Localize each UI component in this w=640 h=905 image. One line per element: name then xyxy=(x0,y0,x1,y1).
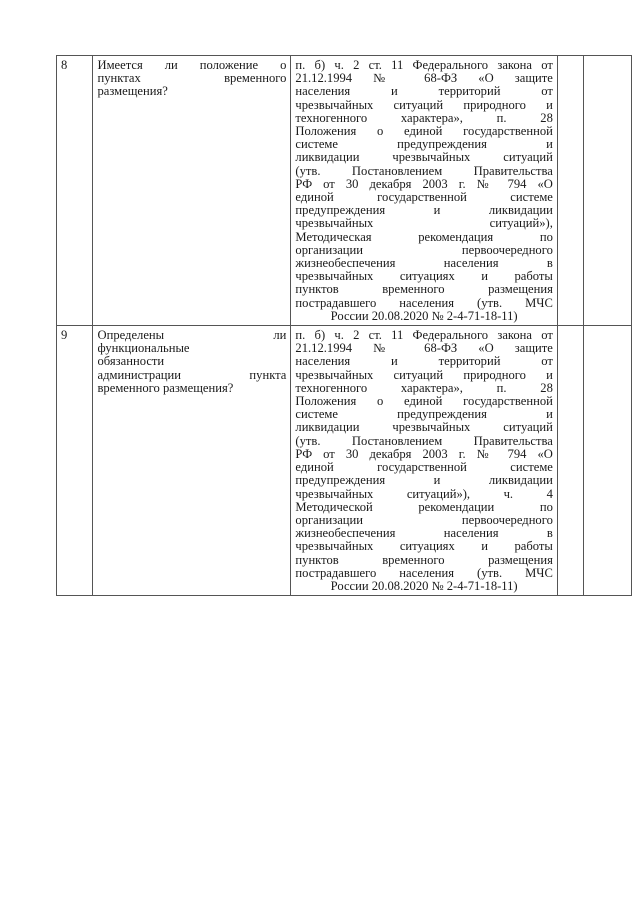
question-line: Имеется ли положение о xyxy=(97,58,287,72)
basis-line: населения и территорий от xyxy=(295,84,553,99)
table-row xyxy=(57,326,632,596)
basis-line: жизнеобеспечения населения в xyxy=(295,526,553,541)
question-line: обязанности xyxy=(97,354,165,369)
basis-line: п. б) ч. 2 ст. 11 Федерального закона от xyxy=(295,58,553,72)
basis-line: системе предупреждения и xyxy=(295,137,553,152)
basis-line: пострадавшего населения (утв. МЧС xyxy=(295,295,553,310)
question-line: временного размещения? xyxy=(97,380,234,395)
basis-line: единой государственной системе xyxy=(295,460,553,475)
basis-line: организации первоочередного xyxy=(295,512,553,527)
basis-line: предупреждения и ликвидации xyxy=(295,473,553,488)
basis-line: населения и территорий от xyxy=(295,354,553,369)
basis-line: Методической рекомендации по xyxy=(295,499,553,514)
basis-line: РФ от 30 декабря 2003 г. № 794 «О xyxy=(295,446,553,461)
basis-line: техногенного характера», п. 28 xyxy=(295,380,553,395)
legal-basis-cell xyxy=(291,326,557,596)
question-line: Определены ли xyxy=(97,328,287,343)
empty-cell xyxy=(584,56,632,326)
basis-line: Положения о единой государственной xyxy=(295,394,553,409)
basis-line: чрезвычайных ситуаций природного и xyxy=(295,97,553,112)
basis-line: пунктов временного размещения xyxy=(295,552,553,567)
basis-line: организации первоочередного xyxy=(295,242,553,257)
question-line: пунктах временного xyxy=(97,71,287,86)
legal-basis-cell xyxy=(291,56,557,326)
row-number-text: 9 xyxy=(61,328,68,343)
basis-line: системе предупреждения и xyxy=(295,407,553,422)
basis-line: п. б) ч. 2 ст. 11 Федерального закона от xyxy=(295,328,553,343)
row-number xyxy=(57,56,93,326)
basis-line: Методическая рекомендация по xyxy=(295,229,553,244)
question-cell xyxy=(93,326,291,596)
row-number xyxy=(57,326,93,596)
table-row xyxy=(57,56,632,326)
question-line: функциональные xyxy=(97,341,190,356)
basis-line: ликвидации чрезвычайных ситуаций xyxy=(295,420,553,435)
basis-line: предупреждения и ликвидации xyxy=(295,203,553,218)
basis-line: России 20.08.2020 № 2-4-71-18-11) xyxy=(330,578,518,593)
basis-line: (утв. Постановлением Правительства xyxy=(295,433,553,448)
basis-line: единой государственной системе xyxy=(295,190,553,205)
basis-line: жизнеобеспечения населения в xyxy=(295,256,553,271)
basis-line: Положения о единой государственной xyxy=(295,124,553,139)
basis-line: (утв. Постановлением Правительства xyxy=(295,163,553,178)
basis-line: чрезвычайных ситуаций природного и xyxy=(295,367,553,382)
basis-line: ликвидации чрезвычайных ситуаций xyxy=(295,150,553,165)
basis-line: 21.12.1994 № 68-ФЗ «О защите xyxy=(295,71,553,86)
basis-line: РФ от 30 декабря 2003 г. № 794 «О xyxy=(295,176,553,191)
row-number-text: 8 xyxy=(61,58,68,72)
empty-cell xyxy=(557,56,584,326)
basis-line: чрезвычайных ситуациях и работы xyxy=(295,269,553,284)
basis-line: пунктов временного размещения xyxy=(295,282,553,297)
question-line: администрации пункта xyxy=(97,367,287,382)
question-line: размещения? xyxy=(97,84,168,99)
question-cell xyxy=(93,56,291,326)
empty-cell xyxy=(557,326,584,596)
basis-line: техногенного характера», п. 28 xyxy=(295,110,553,125)
basis-line: России 20.08.2020 № 2-4-71-18-11) xyxy=(330,308,518,323)
empty-cell xyxy=(584,326,632,596)
basis-line: чрезвычайных ситуаций»), ч. 4 xyxy=(295,486,553,501)
basis-line: 21.12.1994 № 68-ФЗ «О защите xyxy=(295,341,553,356)
basis-line: пострадавшего населения (утв. МЧС xyxy=(295,565,553,580)
basis-line: чрезвычайных ситуаций»), xyxy=(295,216,553,231)
basis-line: чрезвычайных ситуациях и работы xyxy=(295,539,553,554)
checklist-table xyxy=(56,55,632,596)
